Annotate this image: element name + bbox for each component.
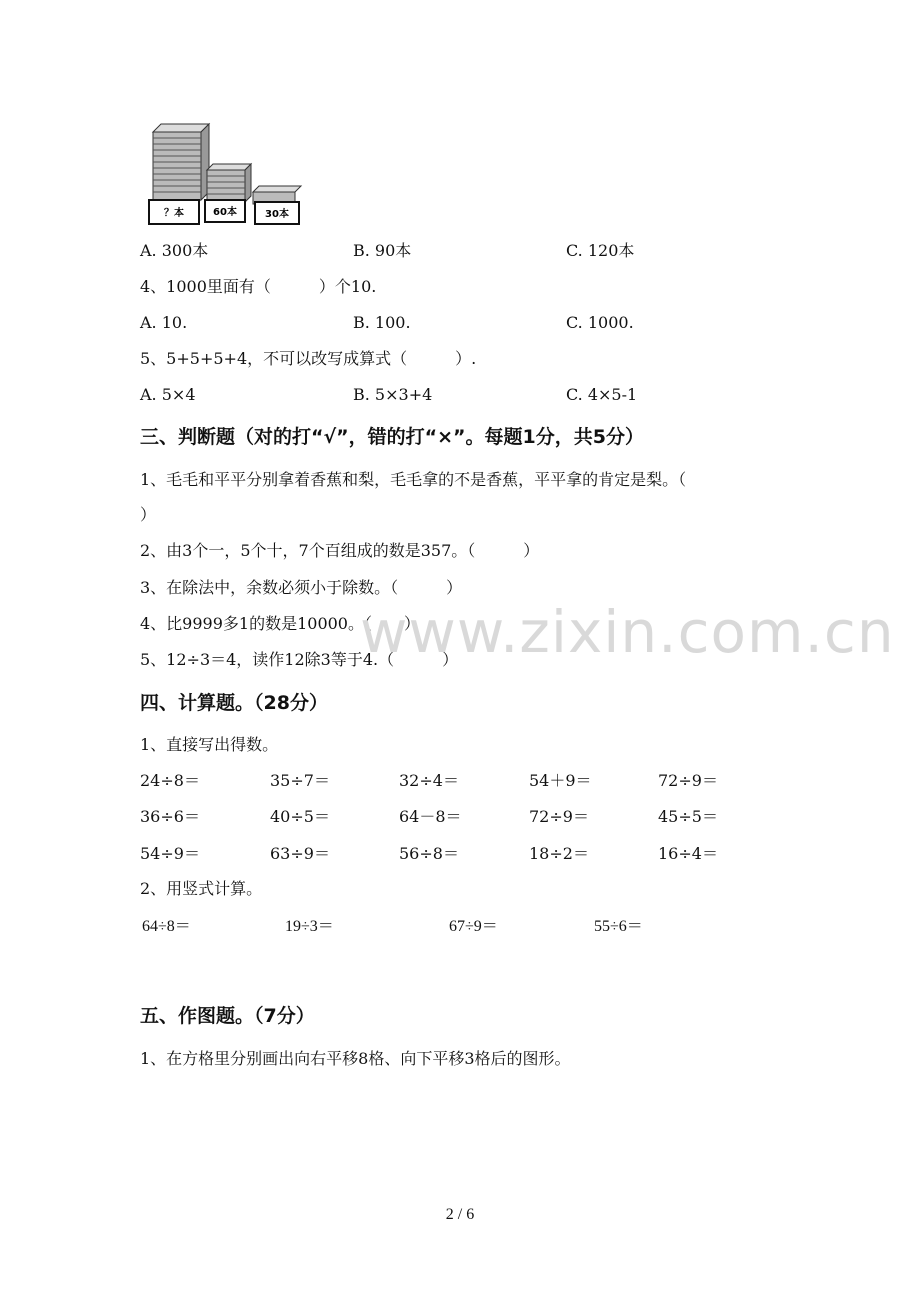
vertical-calc-2: 19÷3＝ [285, 918, 334, 935]
q4-option-a: A. 10. [140, 313, 188, 332]
calc-r1-c2: 35÷7＝ [270, 771, 330, 790]
calc-r1-c3: 32÷4＝ [399, 771, 459, 790]
calc-r1-c5: 72÷9＝ [658, 771, 718, 790]
section3-heading: 三、判断题（对的打“√”，错的打“×”。每题1分，共5分） [140, 426, 644, 448]
calc-r2-c3: 64－8＝ [399, 807, 462, 826]
vertical-calc-1: 64÷8＝ [142, 918, 191, 935]
q5-option-a: A. 5×4 [140, 385, 196, 404]
tall-stack-label: ？本 [164, 208, 184, 219]
s4-sub2: 2、用竖式计算。 [140, 879, 263, 898]
calc-r2-c5: 45÷5＝ [658, 807, 718, 826]
calc-r2-c1: 36÷6＝ [140, 807, 200, 826]
s3-item-4: 4、比9999多1的数是10000。（ ） [140, 614, 420, 633]
q5-question: 5、5+5+5+4，不可以改写成算式（ ）. [140, 349, 477, 368]
calc-r2-c2: 40÷5＝ [270, 807, 330, 826]
q3-option-a: A. 300本 [140, 241, 209, 260]
book-stacks-figure [143, 120, 309, 228]
q3-option-c: C. 120本 [566, 241, 635, 260]
s3-item-5: 5、12÷3＝4，读作12除3等于4.（ ） [140, 650, 459, 669]
vertical-calc-4: 55÷6＝ [594, 918, 643, 935]
s5-item-1: 1、在方格里分别画出向右平移8格、向下平移3格后的图形。 [140, 1049, 571, 1068]
s4-sub1: 1、直接写出得数。 [140, 735, 279, 754]
q4-question: 4、1000里面有（ ）个10. [140, 277, 377, 296]
calc-r1-c1: 24÷8＝ [140, 771, 200, 790]
short-book-stack [253, 186, 301, 224]
q4-option-c: C. 1000. [566, 313, 634, 332]
calc-r3-c5: 16÷4＝ [658, 844, 718, 863]
short-stack-label: 30本 [265, 209, 289, 220]
medium-book-stack [205, 164, 251, 222]
calc-r3-c1: 54÷9＝ [140, 844, 200, 863]
s3-item-2: 2、由3个一，5个十，7个百组成的数是357。（ ） [140, 541, 540, 560]
s3-item-1-cont: ） [140, 505, 157, 524]
calc-r2-c4: 72÷9＝ [529, 807, 589, 826]
q5-option-b: B. 5×3+4 [353, 385, 433, 404]
s3-item-3: 3、在除法中，余数必须小于除数。（ ） [140, 578, 463, 597]
page-number: 2 / 6 [445, 1206, 475, 1223]
s3-item-1: 1、毛毛和平平分别拿着香蕉和梨，毛毛拿的不是香蕉，平平拿的肯定是梨。（ [140, 470, 687, 489]
vertical-calc-3: 67÷9＝ [449, 918, 498, 935]
q4-option-b: B. 100. [353, 313, 411, 332]
calc-r3-c4: 18÷2＝ [529, 844, 589, 863]
q5-option-c: C. 4×5-1 [566, 385, 638, 404]
section4-heading: 四、计算题。（28分） [140, 692, 328, 714]
calc-r1-c4: 54＋9＝ [529, 771, 592, 790]
section5-heading: 五、作图题。（7分） [140, 1005, 315, 1027]
medium-stack-label: 60本 [213, 207, 237, 218]
tall-book-stack [149, 124, 209, 224]
watermark: www.zixin.com.cn [360, 598, 895, 666]
calc-r3-c3: 56÷8＝ [399, 844, 459, 863]
q3-option-b: B. 90本 [353, 241, 412, 260]
calc-r3-c2: 63÷9＝ [270, 844, 330, 863]
